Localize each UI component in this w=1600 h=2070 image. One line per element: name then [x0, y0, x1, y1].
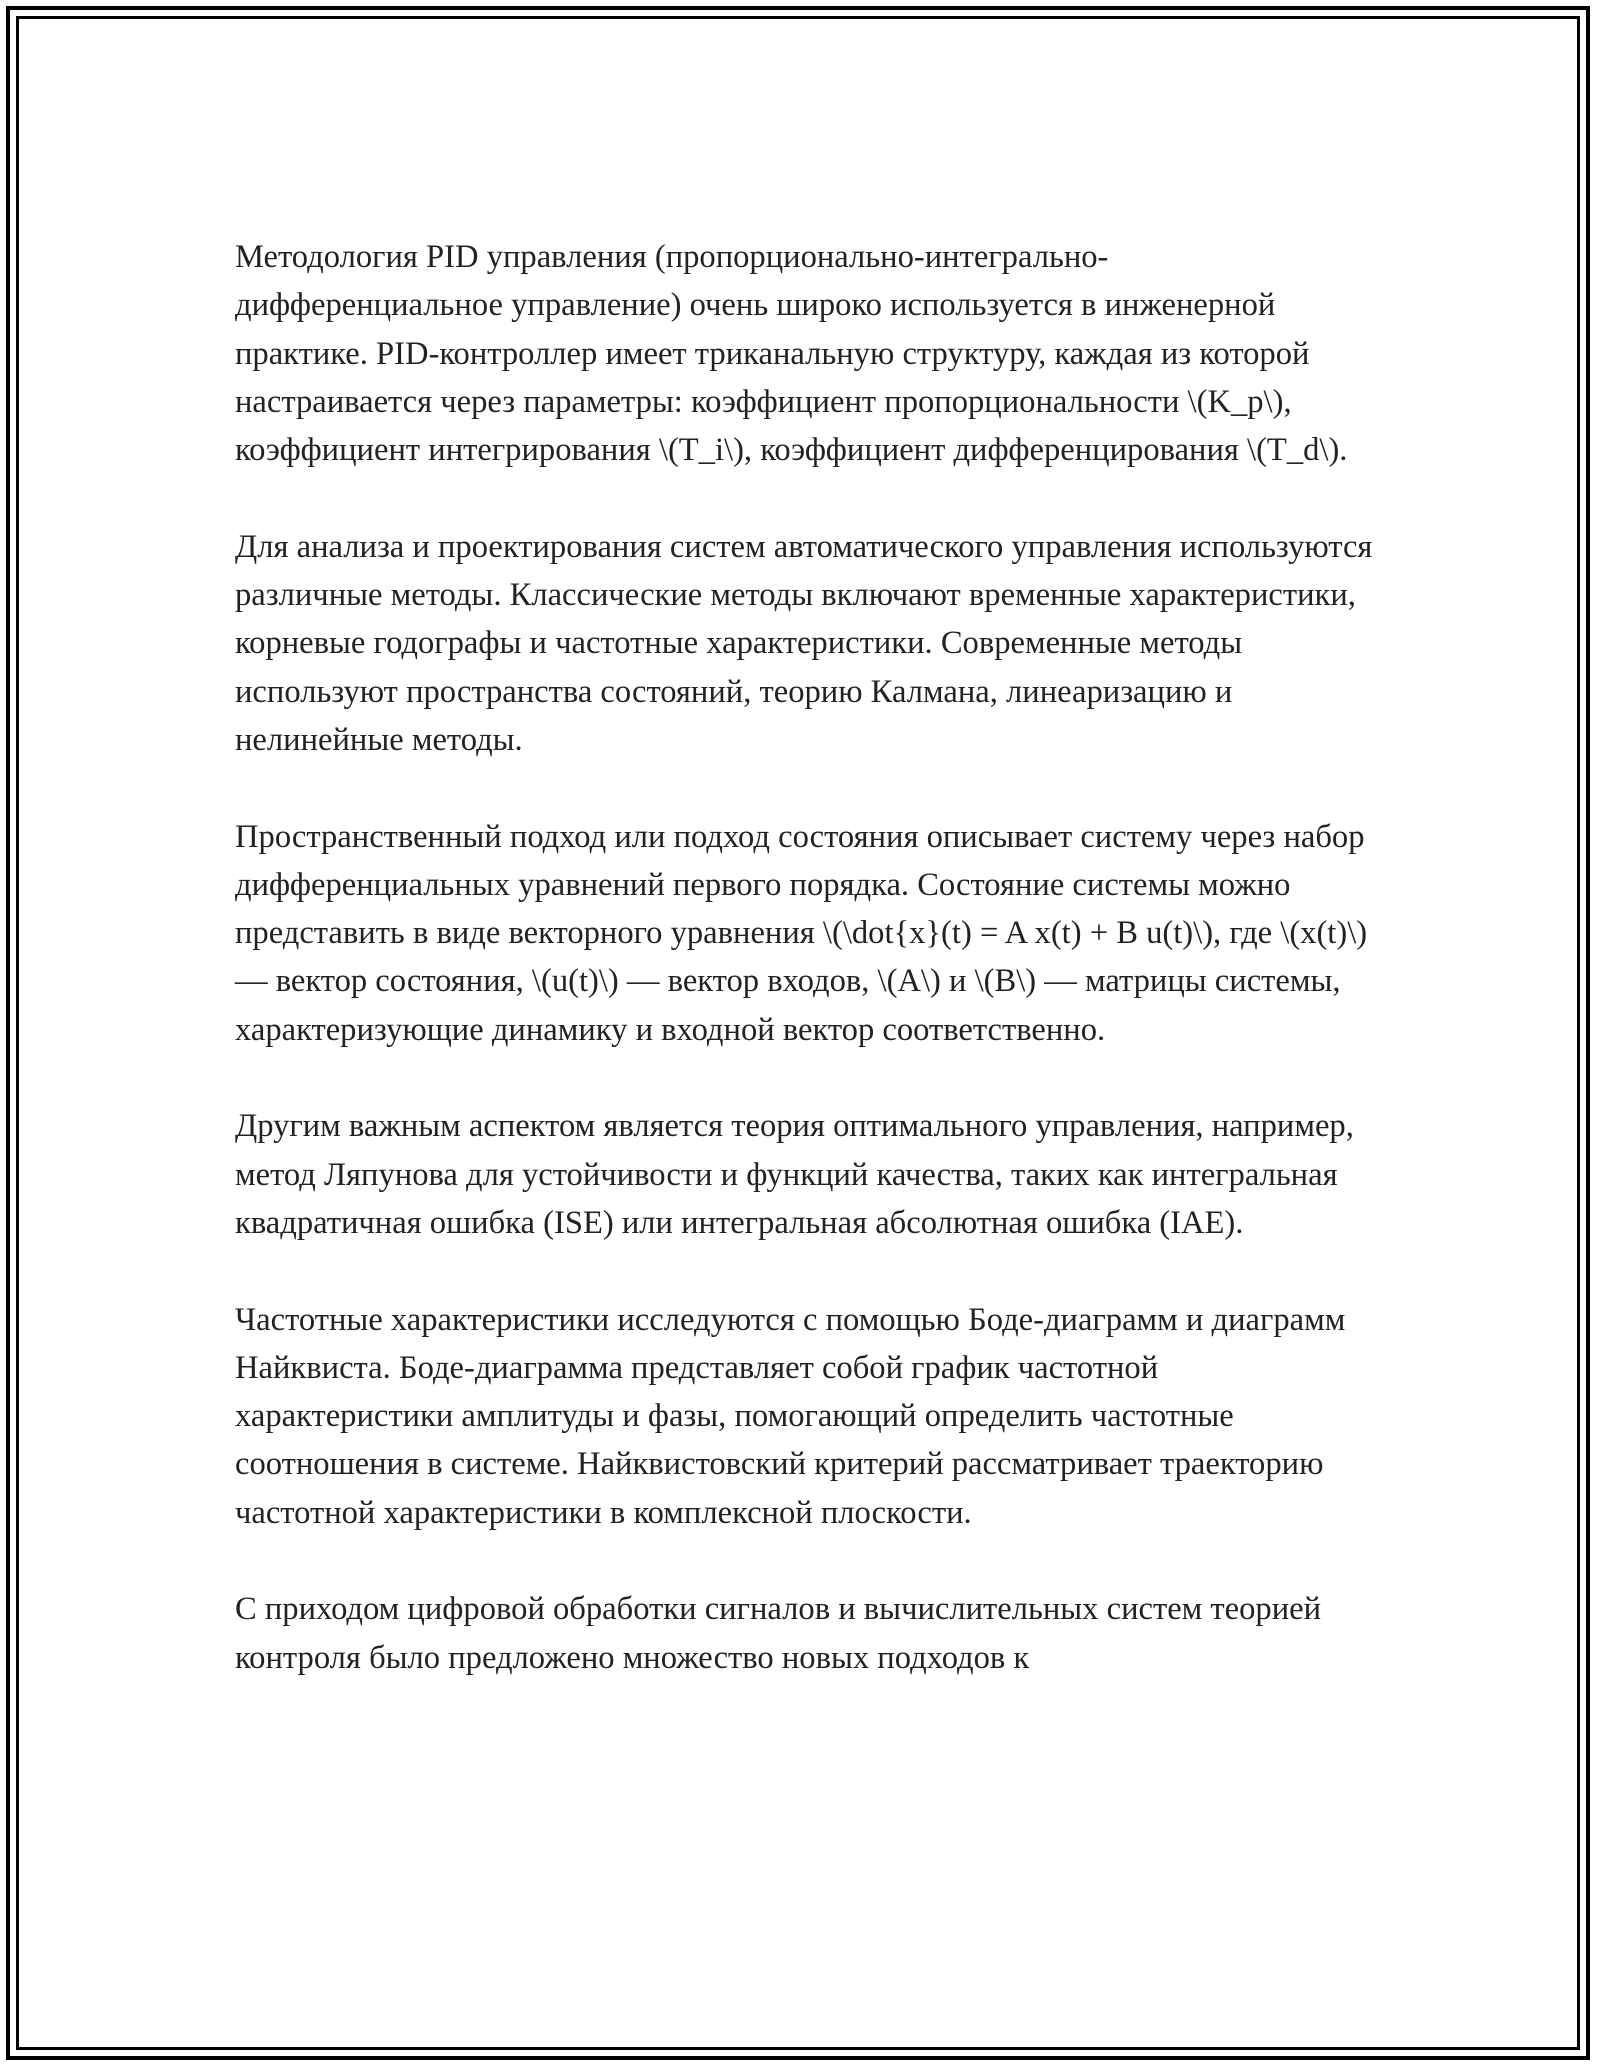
paragraph-analysis-methods: Для анализа и проектирования систем автоматического управления используются различные методы. Классические методы включают временные характеристики, корневые годографы и частотные характеристики. Современные методы используют пространства состояний, теорию Калмана, линеаризацию и нелинейные методы. — [235, 528, 1373, 758]
document-body — [235, 233, 1375, 1730]
paragraph-digital-processing: С приходом цифровой обработки сигналов и вычислительных систем теорией контроля было предложено множество новых подходов к — [235, 1591, 1322, 1676]
paragraph-frequency-response: Частотные характеристики исследуются с помощью Боде-диаграмм и диаграмм Найквиста. Боде-диаграмма представляет собой график частотной характеристики амплитуды и фазы, помогающий определить частотные соотношения в системе. Найквистовский критерий рассматривает траекторию частотной характеристики в комплексной плоскости. — [235, 1301, 1346, 1531]
paragraph-state-space: Пространственный подход или подход состояния описывает систему через набор дифференциальных уравнений первого порядка. Состояние системы можно представить в виде векторного уравнения \(\dot{x}(t) = A x(t) + B u(t)\), где \(x(t)\) — вектор состояния, \(u(t)\) — вектор входов, \(A\) и \(B\) — матрицы системы, характеризующие динамику и входной вектор соответственно. — [235, 818, 1368, 1048]
paragraph-optimal-control: Другим важным аспектом является теория оптимального управления, например, метод Ляпунова для устойчивости и функций качества, таких как интегральная квадратичная ошибка (ISE) или интегральная абсолютная ошибка (IAE). — [235, 1108, 1354, 1241]
paragraph-pid-control: Методология PID управления (пропорционально-интегрально-дифференциальное управление) очень широко используется в инженерной практике. PID-контроллер имеет триканальную структуру, каждая из которой настраивается через параметры: коэффициент пропорциональности \(K_p\), коэффициент интегрирования \(T_i\), коэффициент дифференцирования \(T_d\). — [235, 239, 1348, 469]
